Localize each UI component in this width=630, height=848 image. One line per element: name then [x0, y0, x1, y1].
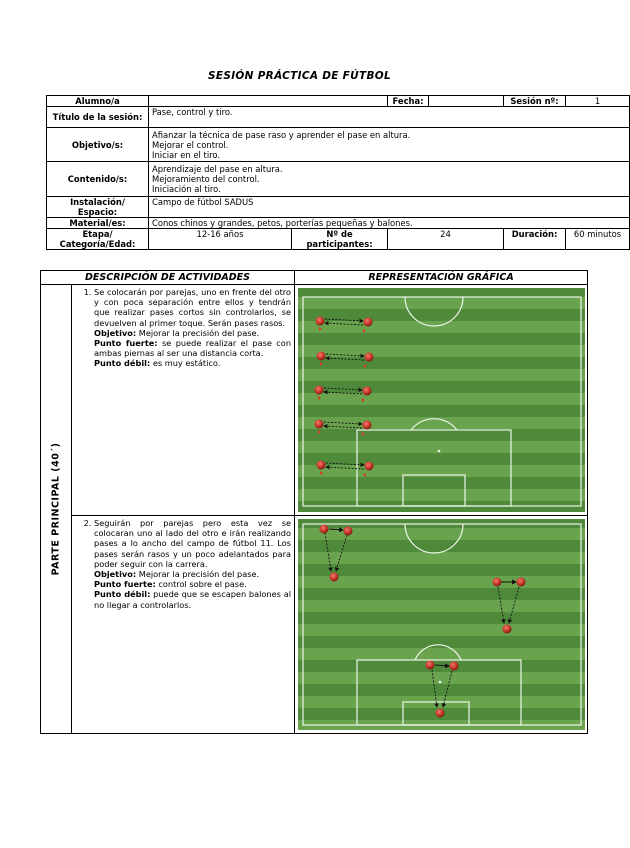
player-icon [364, 318, 373, 327]
contenido-line: Aprendizaje del pase en altura. [152, 164, 283, 174]
participantes-value: 24 [388, 229, 504, 250]
activity-1-description [72, 285, 295, 516]
material-label: Material/es: [47, 218, 149, 229]
player-icon [317, 352, 326, 361]
contenido-line: Mejoramiento del control. [152, 174, 260, 184]
activity-1-debil-label: Punto débil: [94, 358, 151, 369]
instalacion-label: Instalación/ Espacio: [47, 197, 149, 218]
player-icon [363, 421, 372, 430]
player-icon [317, 461, 326, 470]
player-icon [315, 386, 324, 395]
section-label: PARTE PRINCIPAL (40´) [50, 442, 62, 576]
objetivos-cell [149, 128, 630, 162]
player-icon [426, 661, 435, 670]
alumno-value [149, 96, 388, 107]
etapa-value: 12-16 años [149, 229, 292, 250]
instalacion-value: Campo de fútbol SADUS [149, 197, 630, 218]
fecha-label: Fecha: [388, 96, 429, 107]
alumno-label: Alumno/a [47, 96, 149, 107]
activity-2-debil-label: Punto débil: [94, 589, 151, 600]
activity-2-fuerte: control sobre el pase. [158, 579, 247, 590]
objetivo-line: Iniciar en el tiro. [152, 149, 221, 160]
player-icon [316, 317, 325, 326]
activity-1-pitch-diagram [295, 285, 588, 515]
participantes-label: Nº de participantes: [292, 229, 388, 250]
activity-1-objetivo: Mejorar la precisión del pase. [138, 327, 260, 338]
fecha-value [429, 96, 504, 107]
activity-2-text: Seguirán por parejas pero esta vez se colocaran uno al lado del otro e irán realizando pases a lo ancho del campo de fútbol 11. Los pases serán rasos y un poco adelantados para poder seguir con la carrera. [94, 518, 292, 569]
pitch-grass [298, 519, 585, 730]
activity-2-debil: puede que se escapen balones al no llegar a controlarlos. [94, 589, 291, 610]
activity-1-text: Se colocarán por parejas, uno en frente del otro y con poca separación entre ellos y tendrán que realizar pases cortos sin controlarlos, se devuelven al primer toque. Serán pases rasos. [94, 287, 292, 328]
activity-1-diagram-cell [295, 285, 588, 516]
player-icon [320, 525, 329, 534]
objetivo-line: Afianzar la técnica de pase raso y aprender el pase en altura. [152, 129, 411, 140]
etapa-label: Etapa/ Categoría/Edad: [47, 229, 149, 250]
activity-1-fuerte: se puede realizar el pase con ambas piernas al ser una distancia corta. [94, 338, 292, 359]
player-icon [365, 353, 374, 362]
page-title: SESIÓN PRÁCTICA DE FÚTBOL [208, 70, 391, 82]
titulo-label: Título de la sesión: [47, 107, 149, 128]
player-icon [450, 662, 459, 671]
activity-2-objetivo-label: Objetivo: [94, 569, 137, 580]
material-value: Conos chinos y grandes, petos, porterías pequeñas y balones. [149, 218, 630, 229]
section-label-cell [41, 285, 72, 734]
activity-2-fuerte-label: Punto fuerte: [94, 579, 156, 590]
activity-2-pitch-diagram [295, 516, 588, 733]
player-icon [436, 709, 445, 718]
activity-1-objetivo-label: Objetivo: [94, 327, 137, 338]
contenidos-cell [149, 162, 630, 197]
player-icon [344, 527, 353, 536]
activity-1-debil: es muy estático. [152, 358, 221, 369]
activity-2-objetivo: Mejorar la precisión del pase. [138, 569, 260, 580]
duracion-label: Duración: [504, 229, 566, 250]
objetivo-label: Objetivo/s: [47, 128, 149, 162]
contenido-line: Iniciación al tiro. [152, 184, 221, 194]
player-icon [365, 462, 374, 471]
contenido-label: Contenido/s: [47, 162, 149, 197]
player-icon [503, 625, 512, 634]
player-icon [315, 420, 324, 429]
session-info-table [46, 95, 630, 250]
player-icon [493, 578, 502, 587]
titulo-value: Pase, control y tiro. [149, 107, 630, 128]
sesion-label: Sesión nº: [504, 96, 566, 107]
sesion-value: 1 [566, 96, 630, 107]
duracion-value: 60 minutos [566, 229, 630, 250]
activity-2-description [72, 516, 295, 734]
desc-header: DESCRIPCIÓN DE ACTIVIDADES [41, 271, 295, 285]
activity-1-fuerte-label: Punto fuerte: [94, 338, 158, 349]
player-icon [330, 573, 339, 582]
objetivo-line: Mejorar el control. [152, 139, 229, 150]
activity-2-diagram-cell [295, 516, 588, 734]
player-icon [517, 578, 526, 587]
graph-header: REPRESENTACIÓN GRÁFICA [295, 271, 588, 285]
activities-table [40, 270, 588, 734]
player-icon [363, 387, 372, 396]
pitch-grass [298, 288, 585, 512]
